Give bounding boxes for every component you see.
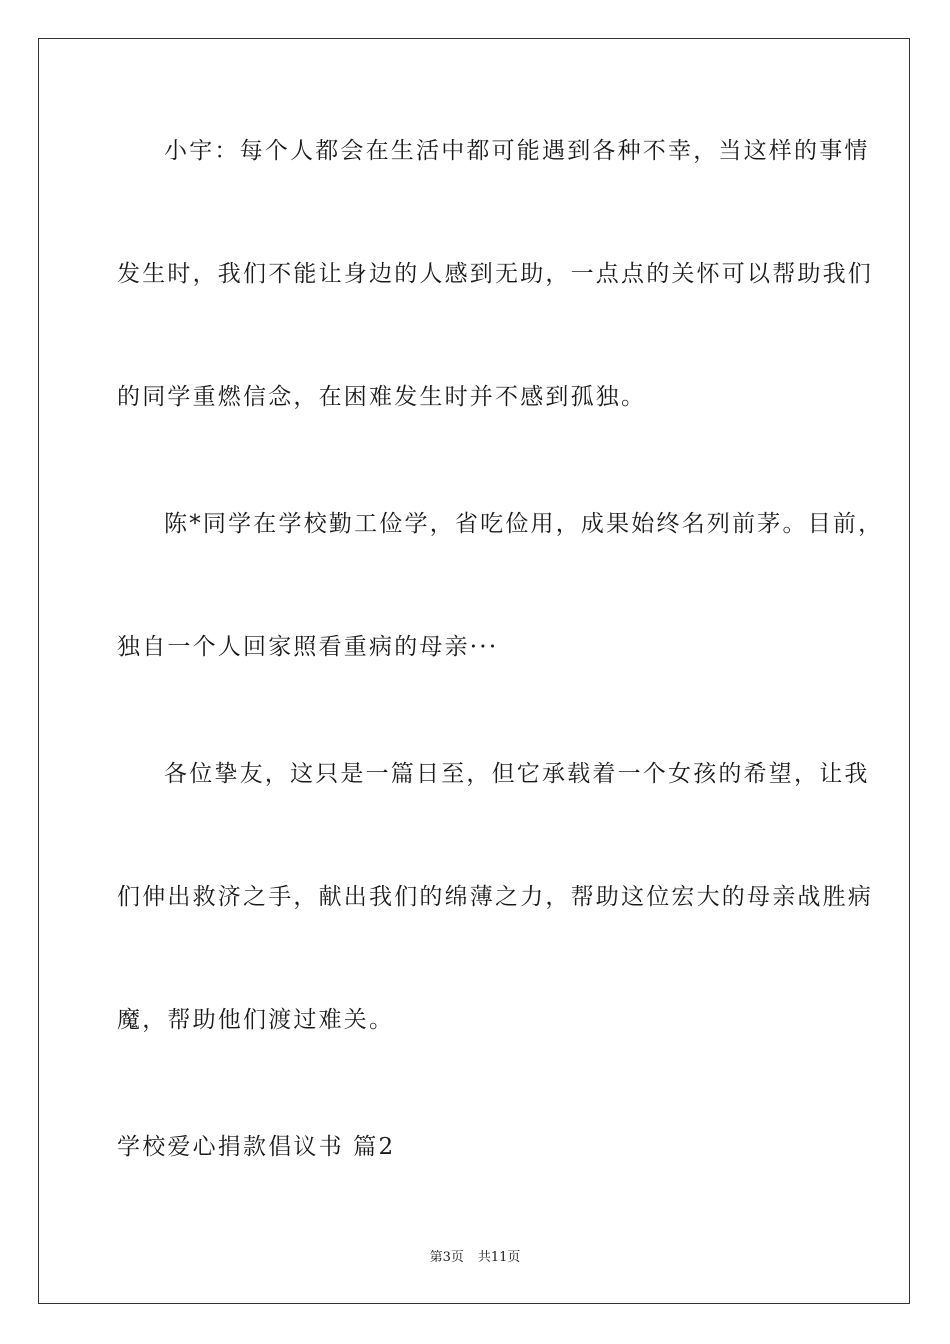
paragraph-1-line-3: 的同学重燃信念，在困难发生时并不感到孤独。 — [117, 384, 647, 410]
section-heading: 学校爱心捐款倡议书 篇2 — [117, 1134, 396, 1160]
paragraph-1-line-1: 小宇：每个人都会在生活中都可能遇到各种不幸，当这样的事情 — [164, 138, 870, 164]
paragraph-1-line-2: 发生时，我们不能让身边的人感到无助，一点点的关怀可以帮助我们 — [117, 261, 873, 287]
paragraph-2-line-1: 陈*同学在学校勤工俭学，省吃俭用，成果始终名列前茅。目前， — [164, 511, 884, 537]
page-footer — [0, 1246, 950, 1265]
paragraph-3-line-1: 各位挚友，这只是一篇日至，但它承载着一个女孩的希望，让我 — [164, 761, 870, 787]
page-number: 第3页 — [429, 1250, 464, 1265]
paragraph-2-line-2: 独自一个人回家照看重病的母亲··· — [117, 634, 499, 660]
paragraph-3-line-2: 们伸出救济之手，献出我们的绵薄之力，帮助这位宏大的母亲战胜病 — [117, 884, 873, 910]
page-total: 共11页 — [477, 1250, 521, 1265]
page-border — [38, 38, 910, 1304]
paragraph-3-line-3: 魔，帮助他们渡过难关。 — [117, 1007, 395, 1033]
